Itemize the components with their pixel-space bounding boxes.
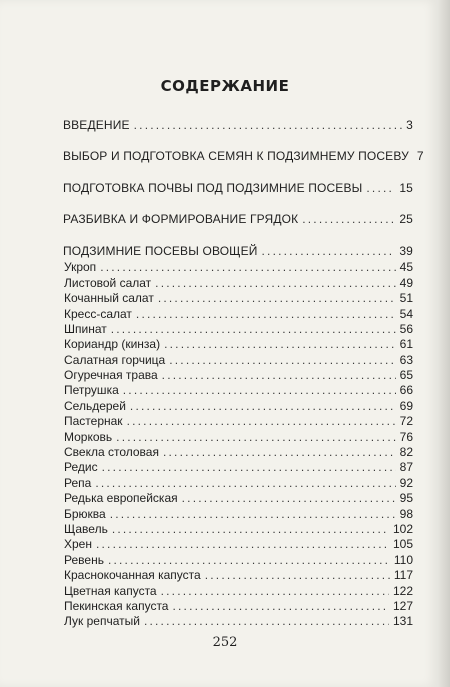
- toc-subsection[interactable]: [63, 414, 413, 429]
- dot-leader: [110, 507, 396, 522]
- toc-subsection-label: Хрен: [64, 537, 92, 552]
- toc-subsection-label: Укроп: [64, 260, 97, 275]
- toc-subsection[interactable]: [63, 307, 413, 322]
- toc-subsection-label: Шпинат: [64, 321, 107, 336]
- toc-subsection-label: Кресс-салат: [64, 306, 132, 321]
- dot-leader: [155, 276, 395, 291]
- toc-subsection-label: Брюква: [64, 506, 106, 521]
- dot-leader: [123, 383, 396, 398]
- toc-subsection[interactable]: [63, 522, 413, 537]
- toc-subsection-label: Салатная горчица: [64, 352, 166, 367]
- toc-chapter[interactable]: [63, 244, 413, 259]
- toc-subsection-label: Репа: [64, 475, 92, 490]
- toc-subsection[interactable]: [63, 537, 413, 552]
- toc-page-number: 76: [399, 429, 413, 444]
- dot-leader: [172, 599, 388, 614]
- toc-subsection-label: Щавель: [64, 521, 108, 536]
- toc-subsection[interactable]: [63, 507, 413, 522]
- toc-chapter[interactable]: [63, 118, 413, 133]
- toc-subsection-label: Лук репчатый: [64, 614, 140, 629]
- toc-page-number: 15: [399, 180, 413, 195]
- toc-chapter-label: ПОДГОТОВКА ПОЧВЫ ПОД ПОДЗИМНИЕ ПОСЕВЫ: [63, 180, 363, 195]
- toc-page-number: 63: [399, 352, 413, 367]
- dot-leader: [158, 291, 396, 306]
- toc-subsection-label: Огуречная трава: [64, 368, 158, 383]
- page-number: 252: [212, 635, 238, 650]
- toc-page-number: 95: [399, 491, 413, 506]
- toc-subsection-label: Сельдерей: [64, 398, 126, 413]
- dot-leader: [130, 399, 396, 414]
- toc-subsection[interactable]: [63, 337, 413, 352]
- toc-chapter-label: ВВЕДЕНИЕ: [63, 118, 130, 132]
- toc-page-number: 45: [399, 260, 413, 275]
- toc-page-number: 82: [399, 445, 413, 460]
- spacer: [63, 133, 413, 149]
- toc-subsection-label: Свекла столовая: [64, 445, 159, 460]
- toc-subsection[interactable]: [63, 260, 413, 275]
- toc-subsection[interactable]: [63, 399, 413, 414]
- toc-subsection[interactable]: [63, 460, 413, 475]
- toc-subsection[interactable]: [63, 291, 413, 306]
- toc-page-number: 49: [399, 275, 413, 290]
- toc-subsection-label: Ревень: [64, 552, 104, 567]
- toc-subsection[interactable]: [63, 599, 413, 614]
- toc-subsection-label: Пекинская капуста: [64, 598, 169, 613]
- dot-leader: [95, 476, 395, 491]
- toc-subsection-label: Краснокочанная капуста: [64, 568, 201, 583]
- dot-leader: [116, 430, 395, 445]
- dot-leader: [111, 322, 396, 337]
- toc-page-number: 66: [399, 383, 413, 398]
- toc-subsection[interactable]: [63, 614, 413, 629]
- toc-page-number: 54: [399, 306, 413, 321]
- toc-subsection-label: Петрушка: [64, 383, 119, 398]
- dot-leader: [112, 522, 389, 537]
- toc-page-number: 39: [399, 243, 413, 258]
- dot-leader: [161, 584, 389, 599]
- toc-chapter[interactable]: [63, 212, 413, 227]
- toc-chapter[interactable]: [63, 149, 424, 164]
- toc-chapter[interactable]: [63, 181, 413, 196]
- toc-subsection-label: Редька европейская: [64, 491, 178, 506]
- toc-page-number: 102: [392, 521, 413, 536]
- dot-leader: [302, 212, 395, 227]
- toc-subsection-label: Пастернак: [64, 414, 123, 429]
- toc-subsection-label: Кочанный салат: [64, 291, 154, 306]
- toc-page-number: 61: [399, 337, 413, 352]
- toc-page-number: 131: [392, 614, 413, 629]
- toc-page-number: 117: [393, 568, 413, 583]
- page-title: СОДЕРЖАНИЕ: [160, 77, 290, 95]
- toc-page-number: 69: [399, 398, 413, 413]
- toc-page-number: 3: [406, 118, 413, 132]
- toc-subsection-label: Листовой салат: [64, 275, 152, 290]
- toc-subsection-label: Цветная капуста: [64, 583, 157, 598]
- toc-page-number: 65: [399, 368, 413, 383]
- toc-subsection[interactable]: [63, 584, 413, 599]
- dot-leader: [136, 307, 396, 322]
- page-edge: [438, 0, 450, 687]
- toc-page-number: 105: [392, 537, 413, 552]
- toc-subsection[interactable]: [63, 353, 413, 368]
- toc-subsection[interactable]: [63, 445, 413, 460]
- dot-leader: [163, 445, 396, 460]
- dot-leader: [182, 491, 396, 506]
- spacer: [63, 165, 413, 181]
- spacer: [63, 196, 413, 212]
- dot-leader: [262, 244, 396, 259]
- dot-leader: [108, 553, 390, 568]
- toc-page-number: 7: [416, 149, 424, 164]
- dot-leader: [102, 460, 396, 475]
- toc-page-number: 122: [392, 583, 413, 598]
- toc-chapter-label: ВЫБОР И ПОДГОТОВКА СЕМЯН К ПОДЗИМНЕМУ ПОСЕВУ: [63, 149, 409, 164]
- dot-leader: [144, 614, 389, 629]
- toc-subsection[interactable]: [63, 276, 413, 291]
- toc-subsection[interactable]: [63, 491, 413, 506]
- toc-page-number: 25: [399, 212, 413, 227]
- toc-page-number: 72: [399, 414, 413, 429]
- dot-leader: [127, 414, 396, 429]
- toc-subsection[interactable]: [63, 368, 413, 383]
- toc-subsection[interactable]: [63, 322, 413, 337]
- toc-chapter-label: ПОДЗИМНИЕ ПОСЕВЫ ОВОЩЕЙ: [63, 243, 258, 258]
- toc-subsection[interactable]: [63, 553, 413, 568]
- dot-leader: [366, 181, 395, 196]
- dot-leader: [205, 568, 390, 583]
- toc-page-number: 98: [399, 506, 413, 521]
- toc-subsection-label: Морковь: [64, 429, 113, 444]
- toc-chapter-label: РАЗБИВКА И ФОРМИРОВАНИЕ ГРЯДОК: [63, 212, 299, 227]
- toc-subsection[interactable]: [63, 383, 413, 398]
- toc-page-number: 92: [399, 475, 413, 490]
- dot-leader: [164, 337, 396, 352]
- dot-leader: [134, 118, 403, 133]
- dot-leader: [100, 260, 395, 275]
- toc-page-number: 110: [393, 552, 413, 567]
- toc-subsection[interactable]: [63, 568, 413, 583]
- dot-leader: [162, 368, 396, 383]
- toc-page-number: 127: [392, 598, 413, 613]
- toc-page-number: 51: [399, 291, 413, 306]
- spacer: [63, 228, 413, 244]
- toc-page-number: 87: [399, 460, 413, 475]
- toc-subsection-label: Редис: [64, 460, 98, 475]
- dot-leader: [96, 537, 389, 552]
- dot-leader: [169, 353, 395, 368]
- toc-subsection-label: Кориандр (кинза): [64, 337, 161, 352]
- table-of-contents: [63, 118, 424, 630]
- toc-subsection[interactable]: [63, 476, 413, 491]
- toc-page-number: 56: [399, 321, 413, 336]
- toc-subsection[interactable]: [63, 430, 413, 445]
